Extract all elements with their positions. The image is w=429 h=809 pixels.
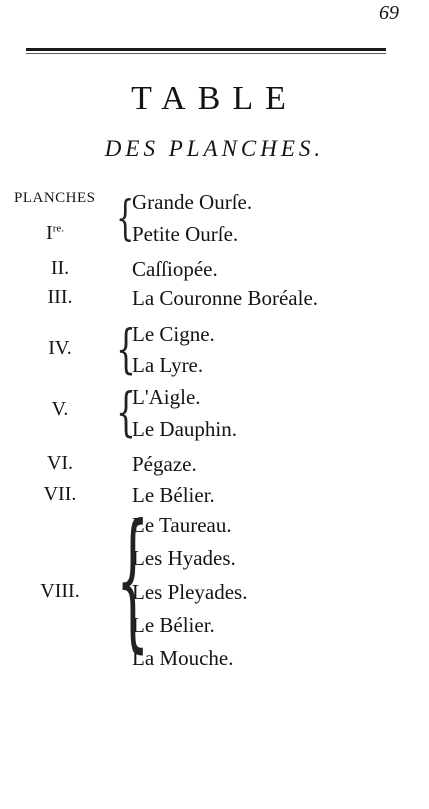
constellation-name: Les Pleyades. (132, 580, 248, 604)
constellation-name: Caſſiopée. (132, 257, 218, 281)
entry-row (0, 452, 429, 482)
constellation-name: Grande Ourſe. (132, 190, 253, 214)
constellation-name: Le Bélier. (132, 483, 215, 507)
entry-row (0, 286, 429, 316)
entry-row (0, 353, 429, 383)
plate-superscript: re. (52, 222, 64, 235)
constellation-name: La Couronne Boréale. (132, 286, 319, 310)
brace-icon: { (116, 190, 135, 246)
plate-number: II. (50, 257, 70, 279)
constellation-name: La Lyre. (132, 353, 204, 377)
entry-row (0, 513, 429, 543)
entry-row (0, 613, 429, 643)
plate-number: VIII. (40, 580, 80, 602)
entry-row (0, 190, 429, 220)
plate-number: V. (51, 398, 69, 420)
plate-number (0, 222, 110, 245)
constellation-name: Le Cigne. (132, 322, 215, 346)
constellation-name: Le Taureau. (132, 513, 232, 537)
constellation-name: Petite Ourſe. (132, 222, 239, 246)
entry-row (0, 257, 429, 287)
entry-row (0, 546, 429, 576)
page-title: TABLE (131, 80, 298, 117)
header-rule-thin (26, 53, 386, 54)
constellation-name: La Mouche. (132, 646, 234, 670)
brace-icon: { (116, 320, 136, 380)
constellation-name: Pégaze. (132, 452, 197, 476)
page-number: 69 (379, 2, 399, 24)
brace-icon: { (116, 493, 150, 667)
entry-row (0, 580, 429, 610)
constellation-name: L'Aigle. (132, 385, 201, 409)
constellation-name: Les Hyades. (132, 546, 236, 570)
constellation-name: Le Bélier. (132, 613, 215, 637)
page-subtitle: DES PLANCHES. (104, 136, 325, 161)
header-rule (26, 48, 386, 51)
constellation-name: Le Dauphin. (132, 417, 237, 441)
plate-number: VII. (43, 483, 77, 505)
plate-number: III. (47, 286, 73, 308)
plate-number: IV. (48, 337, 72, 359)
entry-row (0, 417, 429, 447)
plate-numeral: I (46, 222, 53, 244)
entry-row (0, 483, 429, 513)
entry-row (0, 646, 429, 676)
plate-number: VI. (46, 452, 74, 474)
entry-row (0, 222, 429, 252)
plates-header: PLANCHES (14, 190, 96, 206)
brace-icon: { (116, 383, 136, 443)
